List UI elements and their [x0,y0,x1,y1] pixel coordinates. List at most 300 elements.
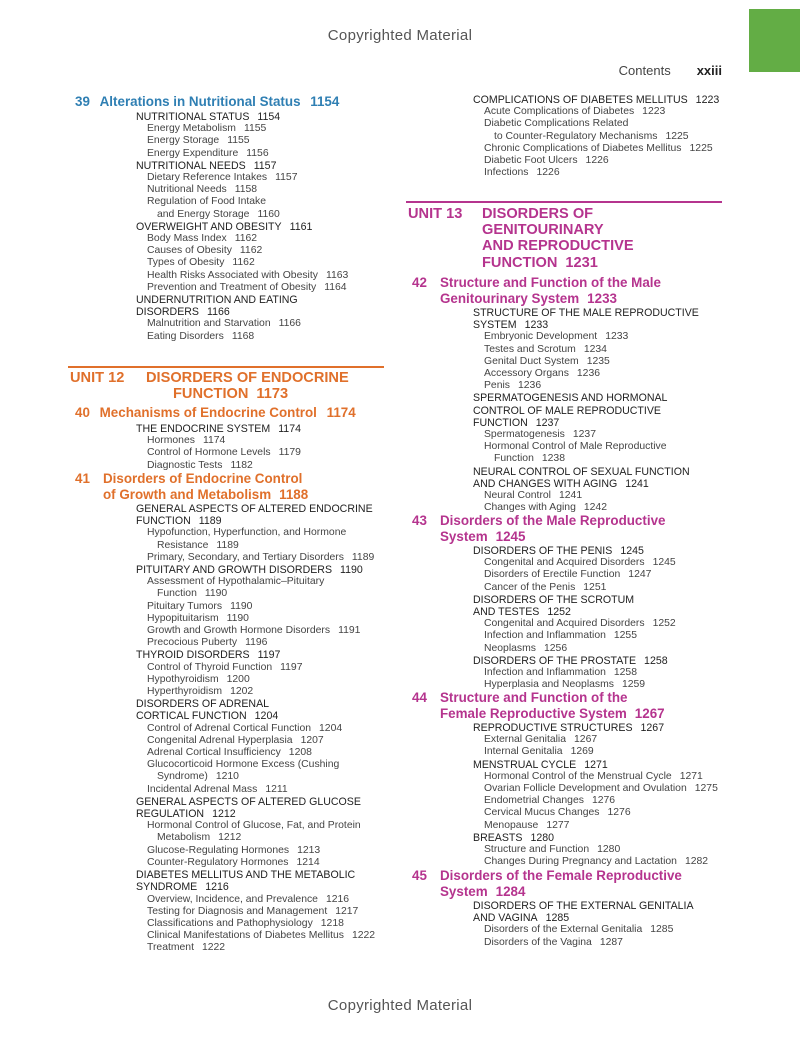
running-title: Contents [618,63,671,78]
toc-subsection-entry[interactable] [136,257,348,269]
chapter-45-entries [473,900,694,949]
toc-subsection-entry[interactable] [136,282,348,294]
toc-subsection-entry[interactable] [136,832,375,844]
toc-subsection-entry[interactable] [473,429,699,441]
entry-title: Hypopituitarism [147,612,219,624]
toc-section-entry[interactable] [136,796,375,808]
entry-page: 1236 [518,380,542,392]
entry-page: 1247 [628,569,652,581]
toc-subsection-entry[interactable] [473,795,718,807]
entry-page: 1252 [547,606,571,619]
chapter-number: 45 [412,868,427,883]
entry-page: 1271 [584,758,608,771]
toc-subsection-entry[interactable] [473,856,718,868]
entry-title: Overview, Incidence, and Prevalence [147,893,318,905]
toc-section-entry[interactable] [473,722,718,734]
entry-title: Infections [484,167,529,179]
entry-title: Function [494,453,534,465]
toc-section-entry[interactable] [136,111,348,123]
entry-title: AND VAGINA [473,912,538,925]
entry-title: BREASTS [473,831,523,844]
entry-title: UNDERNUTRITION AND EATING [136,294,298,307]
entry-page: 1211 [265,783,288,795]
toc-section-entry[interactable] [136,221,348,233]
entry-title: Ovarian Follicle Development and Ovulation [484,783,687,795]
entry-title: Pituitary Tumors [147,600,223,612]
toc-subsection-entry[interactable] [473,368,699,380]
entry-page: 1189 [351,551,375,563]
entry-page: 1226 [536,167,560,179]
toc-subsection-entry[interactable] [136,735,375,747]
entry-title: AND CHANGES WITH AGING [473,477,618,490]
entry-page: 1164 [324,281,347,293]
entry-title: Penis [484,380,510,392]
entry-title: GENERAL ASPECTS OF ALTERED GLUCOSE [136,795,361,808]
toc-subsection-entry[interactable] [136,857,375,869]
unit-13-heading[interactable] [408,206,634,271]
entry-title: FUNCTION [136,515,191,528]
entry-page: 1191 [338,625,361,637]
toc-subsection-entry[interactable] [136,747,375,759]
chapter-43-heading[interactable] [412,513,666,544]
entry-page: 1242 [583,502,607,514]
entry-title: REGULATION [136,808,205,821]
chapter-title: Mechanisms of Endocrine Control [99,405,317,420]
chapter-45-heading[interactable] [412,868,682,899]
toc-section-entry[interactable] [136,698,375,710]
toc-subsection-entry[interactable] [136,674,375,686]
toc-section-entry[interactable] [136,503,375,515]
entry-title: Hyperthyroidism [147,686,223,698]
entry-title: Embryonic Development [484,331,598,343]
entry-title: Congenital Adrenal Hyperplasia [147,734,293,746]
entry-page: 1154 [257,111,281,123]
toc-subsection-entry[interactable] [473,453,699,465]
toc-subsection-entry[interactable] [136,588,375,600]
chapter-tab-marker [749,9,800,72]
entry-title: CONTROL OF MALE REPRODUCTIVE [473,404,661,417]
toc-section-entry[interactable] [473,832,718,844]
entry-title: DISORDERS OF ADRENAL [136,698,270,711]
entry-page: 1208 [288,747,312,759]
entry-page: 1166 [278,318,301,330]
toc-subsection-entry[interactable] [473,937,694,949]
toc-section-entry[interactable] [473,478,699,490]
chapter-41-heading[interactable] [75,471,308,502]
entry-title: Hormonal Control of the Menstrual Cycle [484,770,672,782]
toc-subsection-entry[interactable] [473,630,676,642]
chapter-page: 1284 [495,883,526,899]
entry-page: 1204 [319,722,343,734]
toc-subsection-entry[interactable] [136,771,375,783]
entry-title: Testing for Diagnosis and Management [147,905,328,917]
chapter-44-heading[interactable] [412,690,665,721]
chapter-title-line1: Structure and Function of the Male [440,275,661,290]
toc-subsection-entry[interactable] [136,845,375,857]
entry-page: 1275 [694,783,718,795]
chapter-number: 44 [412,690,427,705]
toc-subsection-entry[interactable] [473,331,699,343]
entry-page: 1213 [297,844,321,856]
toc-subsection-entry[interactable] [136,723,375,735]
entry-title: Counter-Regulatory Hormones [147,856,289,868]
toc-section-entry[interactable] [136,649,375,661]
entry-title: Hormones [147,435,195,447]
entry-title: Precocious Puberty [147,637,238,649]
entry-page: 1285 [650,924,674,936]
toc-section-entry[interactable] [473,606,676,618]
toc-subsection-entry[interactable] [136,135,348,147]
toc-subsection-entry[interactable] [473,344,699,356]
entry-page: 1204 [254,710,279,723]
entry-page: 1287 [599,936,623,948]
entry-title: Spermatogenesis [484,429,565,441]
toc-section-entry[interactable] [473,594,676,606]
entry-title: STRUCTURE OF THE MALE REPRODUCTIVE [473,307,699,319]
toc-subsection-entry[interactable] [473,807,718,819]
entry-page: 1212 [212,808,236,821]
chapter-42-heading[interactable] [412,275,661,306]
chapter-page: 1267 [634,705,665,721]
toc-subsection-entry[interactable] [473,441,699,453]
toc-subsection-entry[interactable] [136,637,375,649]
entry-page: 1174 [278,423,301,435]
toc-section-entry[interactable] [136,423,301,435]
running-header [619,63,722,78]
entry-title: DISORDERS OF THE SCROTUM [473,593,635,606]
entry-page: 1216 [325,893,350,905]
toc-subsection-entry[interactable] [136,625,375,637]
entry-title: Cancer of the Penis [484,581,576,593]
toc-subsection-entry[interactable] [473,106,719,118]
entry-title: Control of Hormone Levels [147,447,271,459]
chapter-title-line1: Disorders of the Female Reproductive [440,868,682,883]
entry-title: AND TESTES [473,606,540,619]
entry-page: 1237 [572,429,596,441]
unit-12-heading[interactable] [70,370,349,403]
copyright-top: Copyrighted Material [327,27,473,44]
entry-title: Endometrial Changes [484,795,584,807]
entry-page: 1225 [665,130,689,142]
entry-page: 1222 [201,942,226,954]
toc-section-entry[interactable] [136,564,375,576]
entry-page: 1162 [239,245,263,257]
toc-section-entry[interactable] [473,392,699,404]
entry-title: Hypofunction, Hyperfunction, and Hormone [147,527,347,539]
toc-subsection-entry[interactable] [136,209,348,221]
toc-subsection-entry[interactable] [136,447,301,459]
toc-subsection-entry[interactable] [136,460,301,472]
toc-subsection-entry[interactable] [136,148,348,160]
toc-section-entry[interactable] [473,466,699,478]
toc-section-entry[interactable] [136,294,348,306]
toc-subsection-entry[interactable] [473,167,719,179]
entry-title: Acute Complications of Diabetes [484,106,635,118]
entry-page: 1238 [541,453,565,465]
entry-page: 1197 [257,649,281,662]
toc-subsection-entry[interactable] [136,270,348,282]
toc-subsection-entry[interactable] [136,662,375,674]
entry-page: 1277 [546,819,570,831]
continued-entries [473,94,719,179]
unit-12-rule [68,366,384,368]
entry-page: 1190 [230,600,253,612]
toc-subsection-entry[interactable] [473,820,718,832]
entry-title: DISORDERS OF THE PROSTATE [473,654,637,667]
chapter-page: 1233 [587,290,617,306]
toc-section-entry[interactable] [473,545,676,557]
entry-title: Incidental Adrenal Mass [147,783,258,795]
entry-page: 1207 [300,734,324,746]
entry-title: Assessment of Hypothalamic–Pituitary [147,576,325,588]
entry-page: 1168 [231,330,255,342]
chapter-40-entries [136,423,301,472]
entry-title: SPERMATOGENESIS AND HORMONAL [473,392,668,405]
toc-section-entry[interactable] [473,307,699,319]
chapter-page: 1174 [326,405,356,420]
chapter-40-heading[interactable] [75,405,356,421]
unit-label: UNIT 13 [408,206,463,222]
entry-title: DISORDERS OF THE PENIS [473,545,613,557]
entry-title: MENSTRUAL CYCLE [473,758,577,771]
entry-title: Health Risks Associated with Obesity [147,269,318,281]
toc-subsection-entry[interactable] [473,771,718,783]
chapter-43-entries [473,545,676,691]
entry-title: Hypothyroidism [147,673,219,685]
toc-section-entry[interactable] [136,160,348,172]
toc-section-entry[interactable] [136,881,375,893]
entry-title: Function [157,588,197,600]
toc-subsection-entry[interactable] [473,569,676,581]
chapter-41-entries [136,503,375,955]
entry-title: FUNCTION [473,416,528,429]
entry-page: 1276 [591,795,616,807]
unit-page: 1173 [256,386,289,403]
toc-subsection-entry[interactable] [136,435,301,447]
toc-section-entry[interactable] [473,405,699,417]
toc-section-entry[interactable] [473,417,699,429]
toc-subsection-entry[interactable] [136,759,375,771]
entry-page: 1162 [234,233,258,245]
toc-section-entry[interactable] [473,759,718,771]
chapter-page: 1245 [495,528,526,544]
entry-page: 1241 [625,477,649,490]
entry-title: OVERWEIGHT AND OBESITY [136,220,282,233]
toc-subsection-entry[interactable] [473,643,676,655]
toc-subsection-entry[interactable] [136,613,375,625]
toc-subsection-entry[interactable] [136,930,375,942]
toc-subsection-entry[interactable] [473,356,699,368]
toc-section-entry[interactable] [136,869,375,881]
toc-subsection-entry[interactable] [473,557,676,569]
toc-subsection-entry[interactable] [473,667,676,679]
entry-page: 1226 [585,155,609,167]
entry-title: Disorders of the Vagina [484,936,592,948]
unit-title-line2: GENITOURINARY [482,222,604,239]
entry-title: Hormonal Control of Male Reproductive [484,441,667,453]
unit-title-line3: AND REPRODUCTIVE [482,238,634,255]
entry-title: NEURAL CONTROL OF SEXUAL FUNCTION [473,465,690,478]
entry-title: THYROID DISORDERS [136,649,250,662]
entry-title: Infection and Inflammation [484,667,606,679]
toc-subsection-entry[interactable] [473,783,718,795]
toc-subsection-entry[interactable] [136,686,375,698]
toc-subsection-entry[interactable] [136,123,348,135]
toc-subsection-entry[interactable] [473,924,694,936]
entry-title: Accessory Organs [484,368,569,380]
toc-subsection-entry[interactable] [473,131,719,143]
toc-subsection-entry[interactable] [136,172,348,184]
entry-title: Dietary Reference Intakes [147,172,268,184]
chapter-39-heading[interactable] [75,94,339,110]
entry-title: Structure and Function [484,844,590,856]
unit-title-line1: DISORDERS OF [482,206,594,222]
entry-page: 1166 [206,306,230,319]
entry-title: External Genitalia [484,734,567,746]
entry-title: Types of Obesity [147,257,225,269]
entry-title: Energy Expenditure [147,147,239,159]
entry-page: 1252 [652,618,676,630]
entry-title: NUTRITIONAL NEEDS [136,159,246,172]
unit-title-line2: FUNCTION [173,386,249,403]
entry-title: and Energy Storage [157,208,250,220]
entry-page: 1158 [234,184,258,196]
entry-page: 1157 [253,159,277,172]
entry-title: SYNDROME [136,881,198,894]
toc-section-entry[interactable] [136,710,375,722]
entry-page: 1197 [280,661,303,673]
toc-subsection-entry[interactable] [136,820,375,832]
entry-title: Changes with Aging [484,502,576,514]
toc-section-entry[interactable] [473,912,694,924]
entry-page: 1235 [586,355,610,367]
toc-section-entry[interactable] [473,900,694,912]
entry-title: Body Mass Index [147,233,227,245]
entry-page: 1267 [640,722,665,734]
entry-page: 1179 [278,447,301,459]
toc-subsection-entry[interactable] [473,582,676,594]
entry-page: 1190 [226,612,249,624]
toc-section-entry[interactable] [136,515,375,527]
entry-title: Diagnostic Tests [147,459,223,471]
toc-subsection-entry[interactable] [473,734,718,746]
entry-title: Hyperplasia and Neoplasms [484,679,614,691]
toc-subsection-entry[interactable] [136,318,348,330]
chapter-title: Alterations in Nutritional Status [99,94,301,109]
toc-subsection-entry[interactable] [136,784,375,796]
entry-title: Syndrome) [157,771,208,783]
entry-page: 1189 [216,539,239,551]
toc-subsection-entry[interactable] [136,918,375,930]
entry-title: Glucose-Regulating Hormones [147,844,290,856]
toc-subsection-entry[interactable] [136,245,348,257]
entry-page: 1218 [320,917,344,929]
entry-title: PITUITARY AND GROWTH DISORDERS [136,564,333,577]
entry-page: 1258 [644,654,668,667]
toc-subsection-entry[interactable] [136,527,375,539]
entry-title: Treatment [147,942,194,954]
entry-page: 1216 [205,881,229,894]
toc-subsection-entry[interactable] [136,331,348,343]
entry-title: Classifications and Pathophysiology [147,917,313,929]
toc-subsection-entry[interactable] [136,942,375,954]
toc-section-entry[interactable] [473,319,699,331]
entry-page: 1245 [620,545,644,557]
toc-subsection-entry[interactable] [473,143,719,155]
entry-page: 1200 [226,673,250,685]
chapter-title-line1: Disorders of the Male Reproductive [440,513,666,528]
chapter-title-line1: Structure and Function of the [440,690,628,705]
entry-title: Internal Genitalia [484,746,563,758]
toc-subsection-entry[interactable] [473,746,718,758]
toc-subsection-entry[interactable] [136,233,348,245]
entry-page: 1223 [695,94,720,106]
toc-subsection-entry[interactable] [473,490,699,502]
entry-title: Disorders of the External Genitalia [484,924,643,936]
toc-subsection-entry[interactable] [136,906,375,918]
toc-subsection-entry[interactable] [136,196,348,208]
entry-page: 1157 [275,172,298,184]
entry-page: 1161 [289,220,313,233]
toc-subsection-entry[interactable] [136,184,348,196]
entry-page: 1267 [574,734,598,746]
entry-page: 1251 [583,581,607,593]
toc-subsection-entry[interactable] [473,844,718,856]
entry-title: to Counter-Regulatory Mechanisms [494,130,658,142]
toc-subsection-entry[interactable] [136,540,375,552]
entry-title: Causes of Obesity [147,245,232,257]
toc-section-entry[interactable] [473,94,719,106]
chapter-44-entries [473,722,718,868]
entry-title: NUTRITIONAL STATUS [136,111,250,123]
entry-page: 1202 [230,686,254,698]
entry-title: Resistance [157,539,209,551]
entry-title: THE ENDOCRINE SYSTEM [136,423,271,435]
toc-section-entry[interactable] [136,306,348,318]
toc-section-entry[interactable] [136,808,375,820]
entry-title: Clinical Manifestations of Diabetes Mellitus [147,930,344,942]
entry-page: 1163 [325,269,349,281]
toc-subsection-entry[interactable] [473,618,676,630]
entry-page: 1225 [689,142,713,154]
entry-page: 1210 [215,771,239,783]
entry-title: Congenital and Acquired Disorders [484,557,645,569]
entry-page: 1212 [218,832,242,844]
entry-title: Neural Control [484,490,551,502]
entry-title: Diabetic Complications Related [484,118,629,130]
toc-section-entry[interactable] [473,655,676,667]
entry-page: 1190 [204,588,228,600]
toc-subsection-entry[interactable] [136,552,375,564]
chapter-title-line1: Disorders of Endocrine Control [103,471,303,486]
toc-subsection-entry[interactable] [136,576,375,588]
entry-title: Control of Thyroid Function [147,661,273,673]
entry-title: Energy Storage [147,135,220,147]
chapter-title-line2: Female Reproductive System [440,705,627,721]
entry-title: REPRODUCTIVE STRUCTURES [473,722,633,734]
chapter-number: 43 [412,513,427,528]
toc-subsection-entry[interactable] [473,118,719,130]
toc-subsection-entry[interactable] [473,155,719,167]
toc-subsection-entry[interactable] [136,894,375,906]
toc-subsection-entry[interactable] [136,601,375,613]
entry-title: Nutritional Needs [147,184,227,196]
entry-title: Neoplasms [484,642,536,654]
entry-title: CORTICAL FUNCTION [136,710,247,723]
entry-title: Primary, Secondary, and Tertiary Disorders [147,551,344,563]
toc-subsection-entry[interactable] [473,380,699,392]
entry-title: Malnutrition and Starvation [147,318,271,330]
